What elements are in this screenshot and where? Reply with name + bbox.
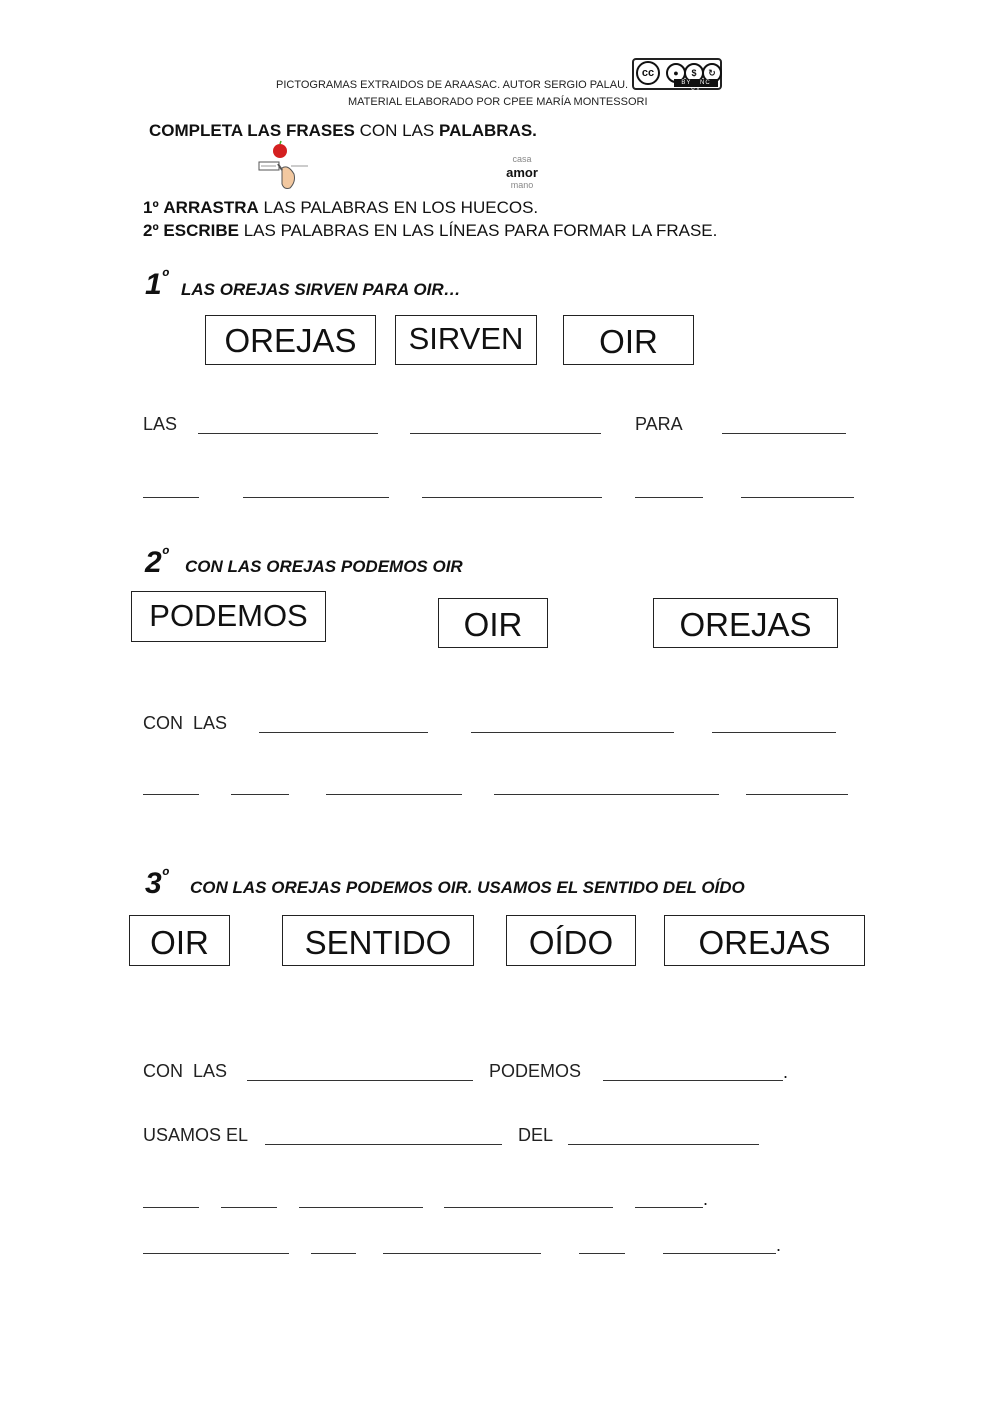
section-1-label-las: LAS — [143, 414, 178, 434]
section-3-sentence: CON LAS OREJAS PODEMOS OIR. USAMOS EL SENTIDO DEL OÍDO — [190, 878, 745, 897]
sa-share-icon: ↻ — [702, 63, 722, 83]
write-line[interactable] — [143, 1207, 199, 1208]
section-2-sentence: CON LAS OREJAS PODEMOS OIR — [185, 557, 463, 576]
drop-slot[interactable] — [712, 732, 836, 733]
word-card-sentido[interactable]: SENTIDO — [282, 915, 474, 966]
word-card-oido[interactable]: OÍDO — [506, 915, 636, 966]
write-line[interactable] — [221, 1207, 277, 1208]
section-2-number: $2^º$ — [145, 544, 169, 579]
write-line[interactable] — [494, 794, 719, 795]
by-person-icon: ● — [666, 63, 686, 83]
section-3-label-usamos-el: USAMOS EL — [143, 1125, 249, 1145]
write-line[interactable] — [663, 1253, 776, 1254]
license-strip: BY NC SA — [674, 79, 718, 87]
drop-slot[interactable] — [603, 1080, 783, 1081]
section-1-number: $1^º$ — [145, 266, 169, 301]
write-line[interactable] — [143, 794, 199, 795]
page-title: COMPLETA LAS FRASES CON LAS PALABRAS. — [149, 121, 537, 140]
write-line[interactable] — [143, 1253, 289, 1254]
word-card-sirven[interactable]: SIRVEN — [395, 315, 537, 365]
period-mark: . — [776, 1235, 782, 1255]
drop-slot[interactable] — [265, 1144, 502, 1145]
cc-logo-icon: cc — [636, 61, 660, 85]
drop-slot[interactable] — [259, 732, 428, 733]
creative-commons-license-icon — [632, 58, 722, 94]
drop-slot[interactable] — [471, 732, 674, 733]
write-line[interactable] — [243, 497, 389, 498]
section-3-label-podemos: PODEMOS — [489, 1061, 582, 1081]
drop-slot[interactable] — [198, 433, 378, 434]
drop-slot[interactable] — [247, 1080, 473, 1081]
section-3-number: $3^º$ — [145, 865, 169, 900]
section-2-label-con-las: CON LAS — [143, 713, 228, 733]
word-list-pictogram: casa amor mano — [506, 154, 538, 190]
word-card-oir[interactable]: OIR — [563, 315, 694, 365]
word-card-oir[interactable]: OIR — [129, 915, 230, 966]
nc-dollar-icon: $ — [684, 63, 704, 83]
write-line[interactable] — [143, 497, 199, 498]
write-line[interactable] — [635, 497, 703, 498]
instruction-1: 1º ARRASTRA LAS PALABRAS EN LOS HUECOS. — [143, 198, 539, 217]
write-line[interactable] — [299, 1207, 423, 1208]
section-1-sentence: LAS OREJAS SIRVEN PARA OIR… — [181, 280, 461, 299]
drop-slot[interactable] — [722, 433, 846, 434]
word-card-orejas[interactable]: OREJAS — [664, 915, 865, 966]
write-line[interactable] — [311, 1253, 356, 1254]
write-line[interactable] — [444, 1207, 613, 1208]
credit-line-1: PICTOGRAMAS EXTRAIDOS DE ARAASAC. AUTOR SERGIO PALAU. — [276, 79, 629, 91]
write-line[interactable] — [746, 794, 848, 795]
write-line[interactable] — [231, 794, 289, 795]
instruction-2: 2º ESCRIBE LAS PALABRAS EN LAS LÍNEAS PARA FORMAR LA FRASE. — [143, 221, 718, 240]
drop-slot[interactable] — [410, 433, 601, 434]
drag-hand-pictogram-icon — [258, 140, 310, 192]
write-line[interactable] — [741, 497, 854, 498]
write-line[interactable] — [635, 1207, 703, 1208]
word-card-oir[interactable]: OIR — [438, 598, 548, 648]
period-mark: . — [783, 1062, 789, 1082]
credit-line-2: MATERIAL ELABORADO POR CPEE MARÍA MONTESSORI — [348, 96, 648, 108]
write-line[interactable] — [422, 497, 602, 498]
section-1-label-para: PARA — [635, 414, 683, 434]
word-card-orejas[interactable]: OREJAS — [205, 315, 376, 365]
period-mark: . — [703, 1189, 709, 1209]
word-card-orejas[interactable]: OREJAS — [653, 598, 838, 648]
drop-slot[interactable] — [568, 1144, 759, 1145]
section-3-label-con-las: CON LAS — [143, 1061, 228, 1081]
section-3-label-del: DEL — [518, 1125, 554, 1145]
write-line[interactable] — [579, 1253, 625, 1254]
write-line[interactable] — [326, 794, 462, 795]
write-line[interactable] — [383, 1253, 541, 1254]
word-card-podemos[interactable]: PODEMOS — [131, 591, 326, 642]
